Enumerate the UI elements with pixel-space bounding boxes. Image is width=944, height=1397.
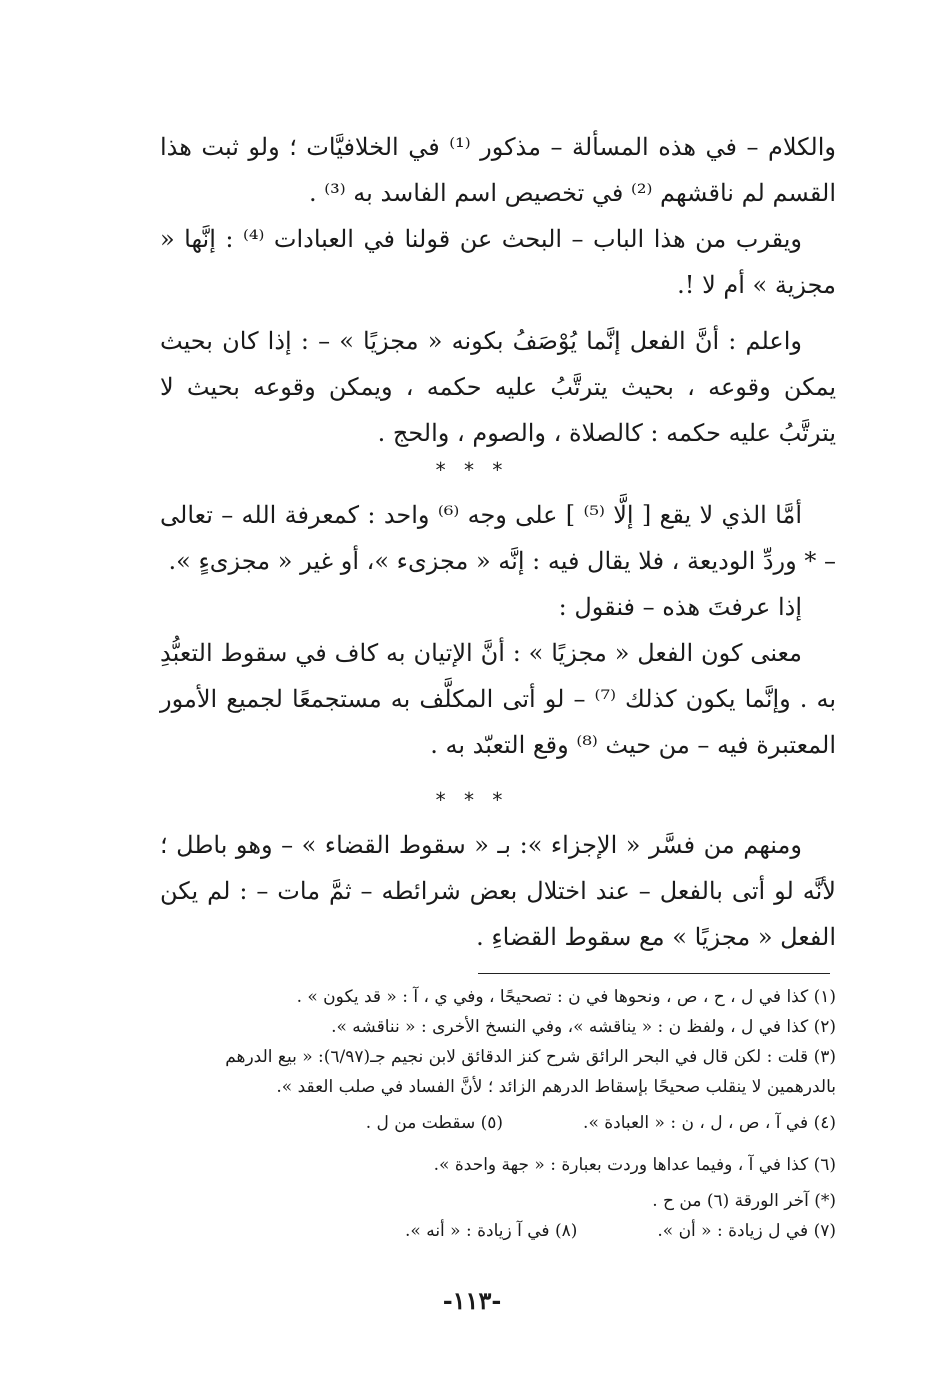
section-separator-1: * * * [435,458,509,482]
paragraph-7: ومنهم من فسَّر « الإجزاء »: بـ « سقوط القضاء » – وهو باطل ؛ لأنَّه لو أتى بالفعل – عند اختلال بعض شرائطه – ثمَّ مات – : لم يكن الفعل « مجزيًا » مع سقوط القضاءِ . [160,831,836,951]
footnote-star: (*) آخر الورقة (٦) من ح . [652,1191,836,1211]
footnote-row-4-5 [160,1108,836,1138]
footnote-7: (٧) في ل زيادة : « أن ». [657,1221,836,1241]
footnote-divider [478,973,830,974]
footnote-2: (٢) كذا في ل ، ولفظ ن : « يناقشه »، وفي النسخ الأخرى : « نناقشه ». [331,1017,836,1037]
section-one [160,124,836,456]
footnote-6: (٦) كذا في آ ، وفيما عداها وردت بعبارة : « جهة واحدة ». [433,1155,836,1175]
footnote-3: (٣) قلت : لكن قال في البحر الرائق شرح كنز الدقائق لابن نجيم جـ(٦/٩٧): « بيع الدرهم بالدرهمين لا ينقلب صحيحًا بإسقاط الدرهم الزائد ؛ لأنَّ الفساد في صلب العقد ». [225,1047,836,1097]
paragraph-6: معنى كون الفعل « مجزيًا » : أنَّ الإتيان به كاف في سقوط التعبُّدِ به . وإنَّما يكون كذلك ⁽⁷⁾ – لو أتى المكلَّف به مستجمعًا لجميع الأمور المعتبرة فيه – من حيث ⁽⁸⁾ وقع التعبّد به . [160,639,837,759]
paragraph-4: أمَّا الذي لا يقع [ إلَّا ⁽⁵⁾ ] على وجه ⁽⁶⁾ واحد : كمعرفة الله – تعالى – * وردِّ الوديعة ، فلا يقال فيه : إنَّه « مجزىء »، أو غير « مجزىءٍ ». [160,501,836,575]
footnotes [160,982,836,1246]
section-two [160,492,836,768]
footnote-row-7-8 [160,1216,836,1246]
footnote-5: (٥) سقطت من ل . [365,1113,504,1133]
paragraph-5: إذا عرفتَ هذه – فنقول : [558,593,802,621]
paragraph-3: واعلم : أنَّ الفعل إنَّما يُوْصَفُ بكونه « مجزيًا » – : إذا كان بحيث يمكن وقوعه ، بحيث يترتَّبُ عليه حكمه ، ويمكن وقوعه بحيث لا يترتَّبُ عليه حكمه : كالصلاة ، والصوم ، والحج . [160,327,837,447]
footnote-4: (٤) في آ ، ص ، ل ، ن : « العبادة ». [583,1113,836,1133]
footnote-1: (١) كذا في ل ، ح ، ص ، ونحوها في ن : تصحيحًا ، وفي ي ، آ : « قد يكون » . [296,987,836,1007]
footnote-8: (٨) في آ زيادة : « أنه ». [405,1221,578,1241]
paragraph-2: ويقرب من هذا الباب – البحث عن قولنا في العبادات ⁽⁴⁾ : إنَّها « مجزية » أم لا !. [160,225,836,299]
paragraph-1: والكلام – في هذه المسألة – مذكور ⁽¹⁾ في الخلافيَّات ؛ ولو ثبت هذا القسم لم ناقشهم ⁽²⁾ في تخصيص اسم الفاسد به ⁽³⁾ . [160,133,836,207]
page-number: -١١٣- [442,1286,502,1315]
section-three [160,822,836,960]
section-separator-2: * * * [435,788,509,812]
